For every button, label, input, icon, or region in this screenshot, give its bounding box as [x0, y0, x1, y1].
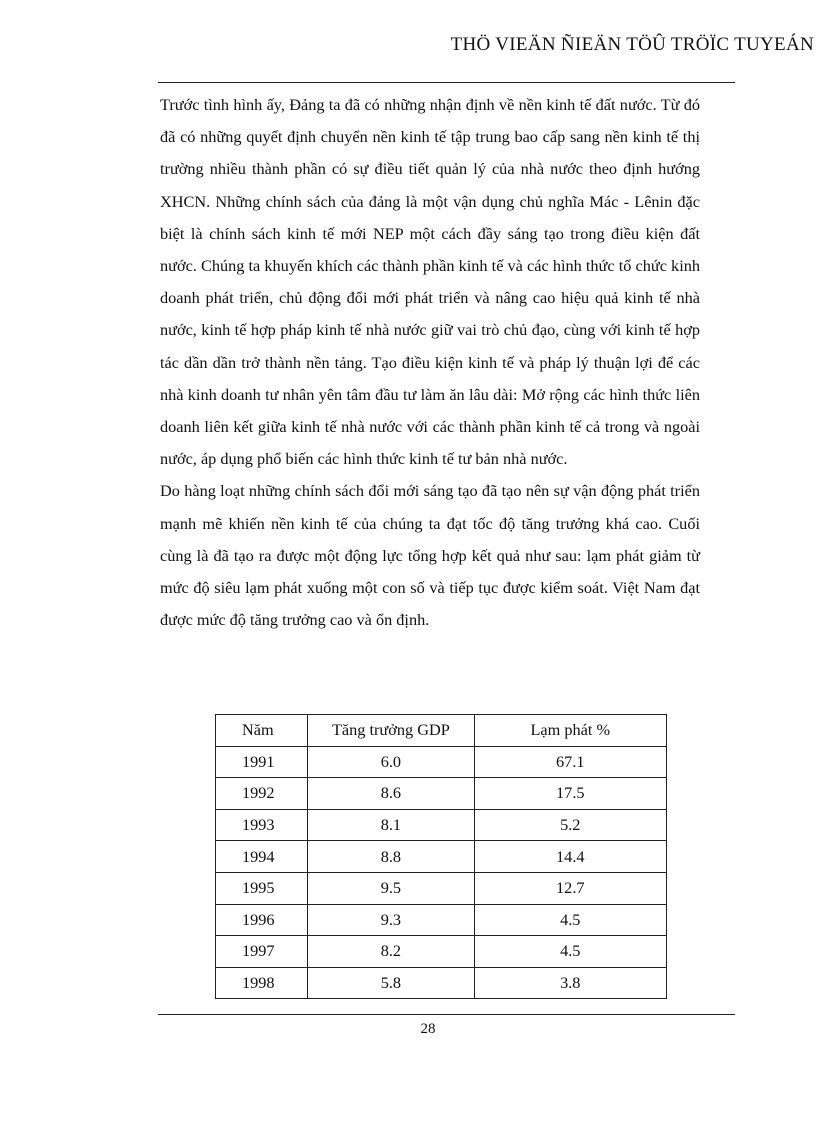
gdp-cell: 8.8 [308, 841, 474, 873]
year-cell: 1996 [216, 904, 308, 936]
inflation-cell: 12.7 [474, 872, 666, 904]
table-header-row [216, 715, 667, 747]
table-row [216, 936, 667, 968]
inflation-cell: 14.4 [474, 841, 666, 873]
body-text [160, 89, 700, 636]
gdp-inflation-table [215, 714, 667, 999]
year-cell: 1991 [216, 746, 308, 778]
paragraph: Do hàng loạt những chính sách đổi mới sáng tạo đã tạo nên sự vận động phát triển mạnh mẽ khiến nền kinh tế của chúng ta đạt tốc độ tăng trưởng khá cao. Cuối cùng là đã tạo ra được một động lực tổng hợp kết quả như sau: lạm phát giảm từ mức độ siêu lạm phát xuống một con số và tiếp tục được kiểm soát. Việt Nam đạt được mức độ tăng trưởng cao và ổn định. [160, 481, 700, 630]
year-cell: 1994 [216, 841, 308, 873]
column-header-gdp: Tăng trưởng GDP [308, 715, 474, 747]
gdp-cell: 9.3 [308, 904, 474, 936]
inflation-cell: 67.1 [474, 746, 666, 778]
table-row [216, 809, 667, 841]
year-cell: 1997 [216, 936, 308, 968]
page-number: 28 [420, 1021, 436, 1037]
header-title: THÖ VIEÄN ÑIEÄN TÖÛ TRÖÏC TUYEÁN [450, 34, 814, 55]
table-row [216, 778, 667, 810]
gdp-cell: 8.6 [308, 778, 474, 810]
column-header-inflation: Lạm phát % [474, 715, 666, 747]
gdp-cell: 9.5 [308, 872, 474, 904]
paragraph: Trước tình hình ấy, Đảng ta đã có những nhận định về nền kinh tế đất nước. Từ đó đã có những quyết định chuyển nền kinh tế tập trung bao cấp sang nền kinh tế thị trường nhiều thành phần có sự điều tiết quản lý của nhà nước theo định hướng XHCN. Những chính sách của đảng là một vận dụng chủ nghĩa Mác - Lênin đặc biệt là chính sách kinh tế mới NEP một cách đầy sáng tạo trong điều kiện đất nước. Chúng ta khuyến khích các thành phần kinh tế và các hình thức tổ chức kinh doanh phát triển, chủ động đổi mới phát triển và nâng cao hiệu quả kinh tế nhà nước, kinh tế hợp pháp kinh tế nhà nước giữ vai trò chủ đạo, cùng với kinh tế hợp tác dần dần trở thành nền tảng. Tạo điều kiện kinh tế và pháp lý thuận lợi để các nhà kinh doanh tư nhân yên tâm đầu tư làm ăn lâu dài: Mở rộng các hình thức liên doanh liên kết giữa kinh tế nhà nước với các thành phần kinh tế cả trong và ngoài nước, áp dụng phổ biến các hình thức kinh tế tư bản nhà nước. [160, 95, 700, 469]
gdp-cell: 8.2 [308, 936, 474, 968]
inflation-cell: 4.5 [474, 904, 666, 936]
footer-divider [158, 1014, 735, 1015]
year-cell: 1995 [216, 872, 308, 904]
inflation-cell: 3.8 [474, 967, 666, 999]
year-cell: 1992 [216, 778, 308, 810]
inflation-cell: 17.5 [474, 778, 666, 810]
inflation-cell: 4.5 [474, 936, 666, 968]
table-row [216, 746, 667, 778]
table-row [216, 841, 667, 873]
header-divider [158, 82, 735, 83]
table-row [216, 904, 667, 936]
table-row [216, 872, 667, 904]
column-header-year: Năm [216, 715, 308, 747]
gdp-cell: 6.0 [308, 746, 474, 778]
year-cell: 1993 [216, 809, 308, 841]
gdp-cell: 8.1 [308, 809, 474, 841]
table-row [216, 967, 667, 999]
gdp-cell: 5.8 [308, 967, 474, 999]
year-cell: 1998 [216, 967, 308, 999]
inflation-cell: 5.2 [474, 809, 666, 841]
